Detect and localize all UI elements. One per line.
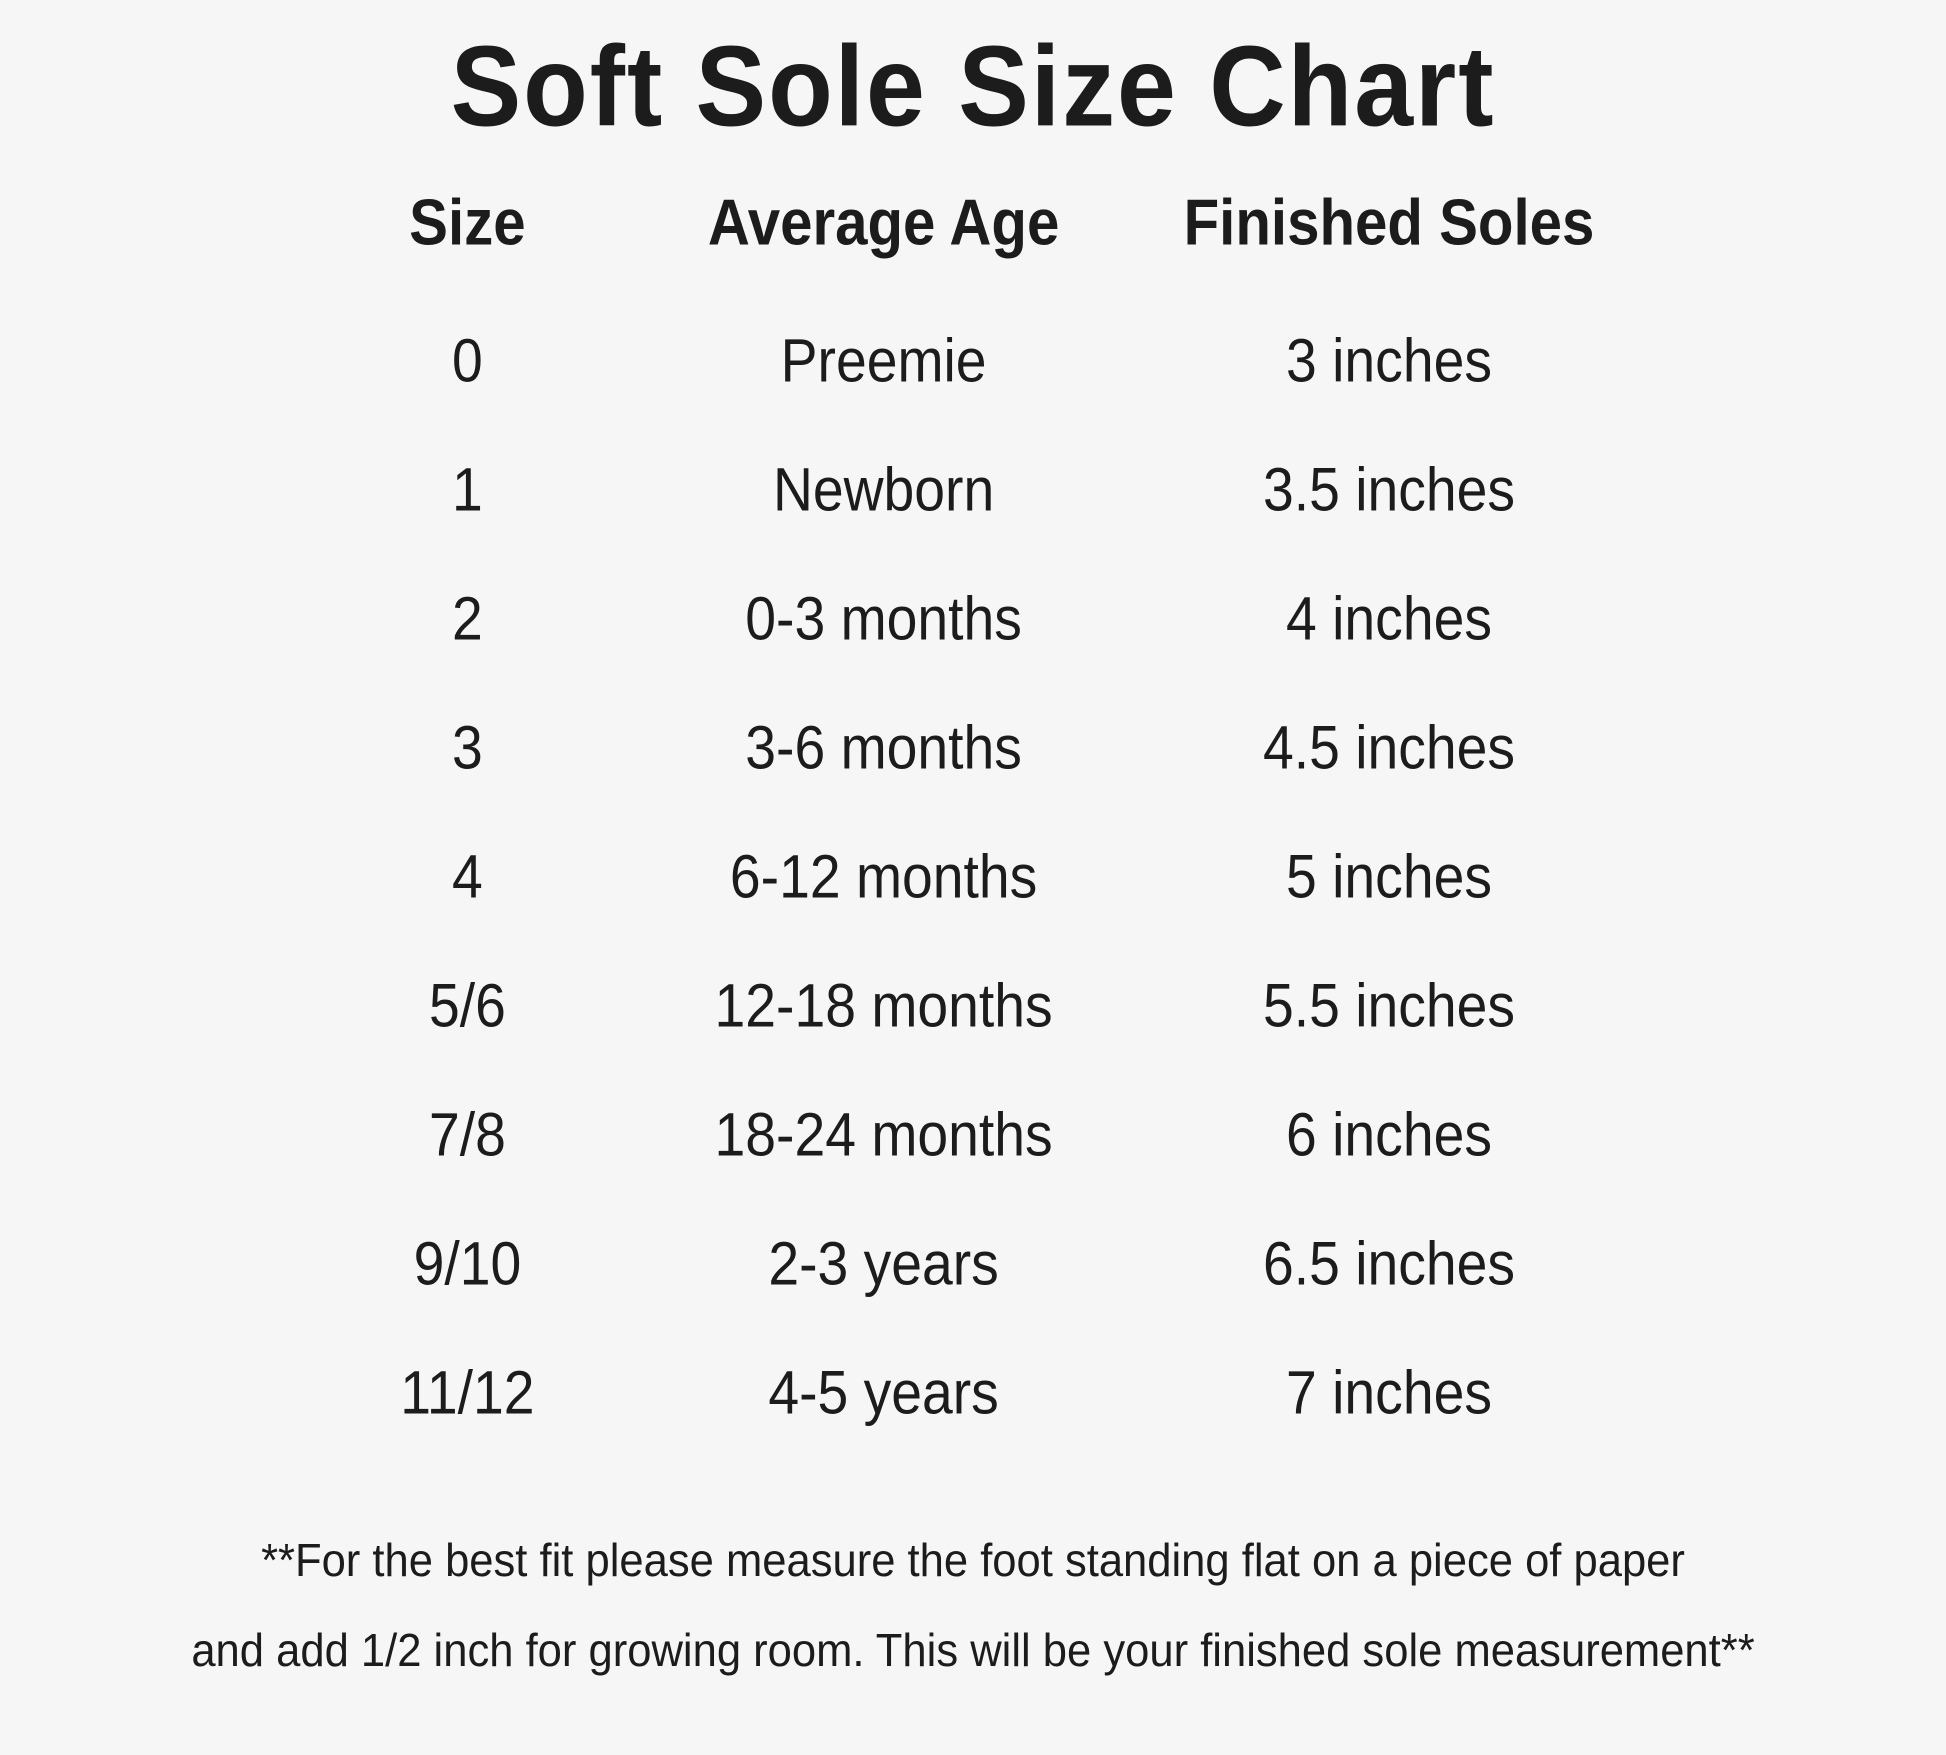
size-value: 4 <box>452 842 483 912</box>
age-value: 6-12 months <box>729 842 1038 912</box>
fit-instructions-line2: and add 1/2 inch for growing room. This will be your finished sole measurement** <box>191 1624 1755 1677</box>
size-value: 11/12 <box>400 1358 535 1428</box>
size-value: 3 <box>452 713 483 783</box>
sole-value: 7 inches <box>1286 1358 1492 1428</box>
sole-value: 5 inches <box>1286 842 1492 912</box>
size-value: 9/10 <box>413 1229 522 1299</box>
table-row <box>333 297 1613 426</box>
age-value: 3-6 months <box>745 713 1022 783</box>
table-row <box>333 813 1613 942</box>
sole-value: 4 inches <box>1286 584 1492 654</box>
fit-instructions-line1: **For the best fit please measure the foot standing flat on a piece of paper <box>261 1534 1685 1587</box>
table-row <box>333 1200 1613 1329</box>
size-value: 1 <box>452 455 483 525</box>
age-value: 18-24 months <box>714 1100 1053 1170</box>
sole-value: 6.5 inches <box>1262 1229 1516 1299</box>
table-row <box>333 426 1613 555</box>
age-value: Newborn <box>772 455 995 525</box>
fit-instructions <box>10 1516 1937 1696</box>
table-row <box>333 942 1613 1071</box>
column-header-finished-soles: Finished Soles <box>1183 186 1595 259</box>
sole-value: 4.5 inches <box>1262 713 1516 783</box>
table-row <box>333 684 1613 813</box>
age-value: 0-3 months <box>745 584 1022 654</box>
age-value: 2-3 years <box>768 1229 999 1299</box>
size-value: 5/6 <box>428 971 506 1041</box>
size-table <box>333 175 1613 1458</box>
table-header-row <box>333 175 1613 271</box>
column-header-average-age: Average Age <box>707 186 1060 259</box>
page-title: Soft Sole Size Chart <box>450 21 1496 150</box>
table-row <box>333 555 1613 684</box>
sole-value: 3 inches <box>1286 326 1492 396</box>
sole-value: 6 inches <box>1286 1100 1492 1170</box>
size-value: 7/8 <box>428 1100 506 1170</box>
age-value: Preemie <box>780 326 987 396</box>
table-row <box>333 1071 1613 1200</box>
sole-value: 3.5 inches <box>1262 455 1516 525</box>
age-value: 4-5 years <box>768 1358 999 1428</box>
sole-value: 5.5 inches <box>1262 971 1516 1041</box>
size-value: 0 <box>452 326 483 396</box>
table-row <box>333 1329 1613 1458</box>
column-header-size: Size <box>409 186 526 259</box>
age-value: 12-18 months <box>714 971 1053 1041</box>
size-value: 2 <box>452 584 483 654</box>
